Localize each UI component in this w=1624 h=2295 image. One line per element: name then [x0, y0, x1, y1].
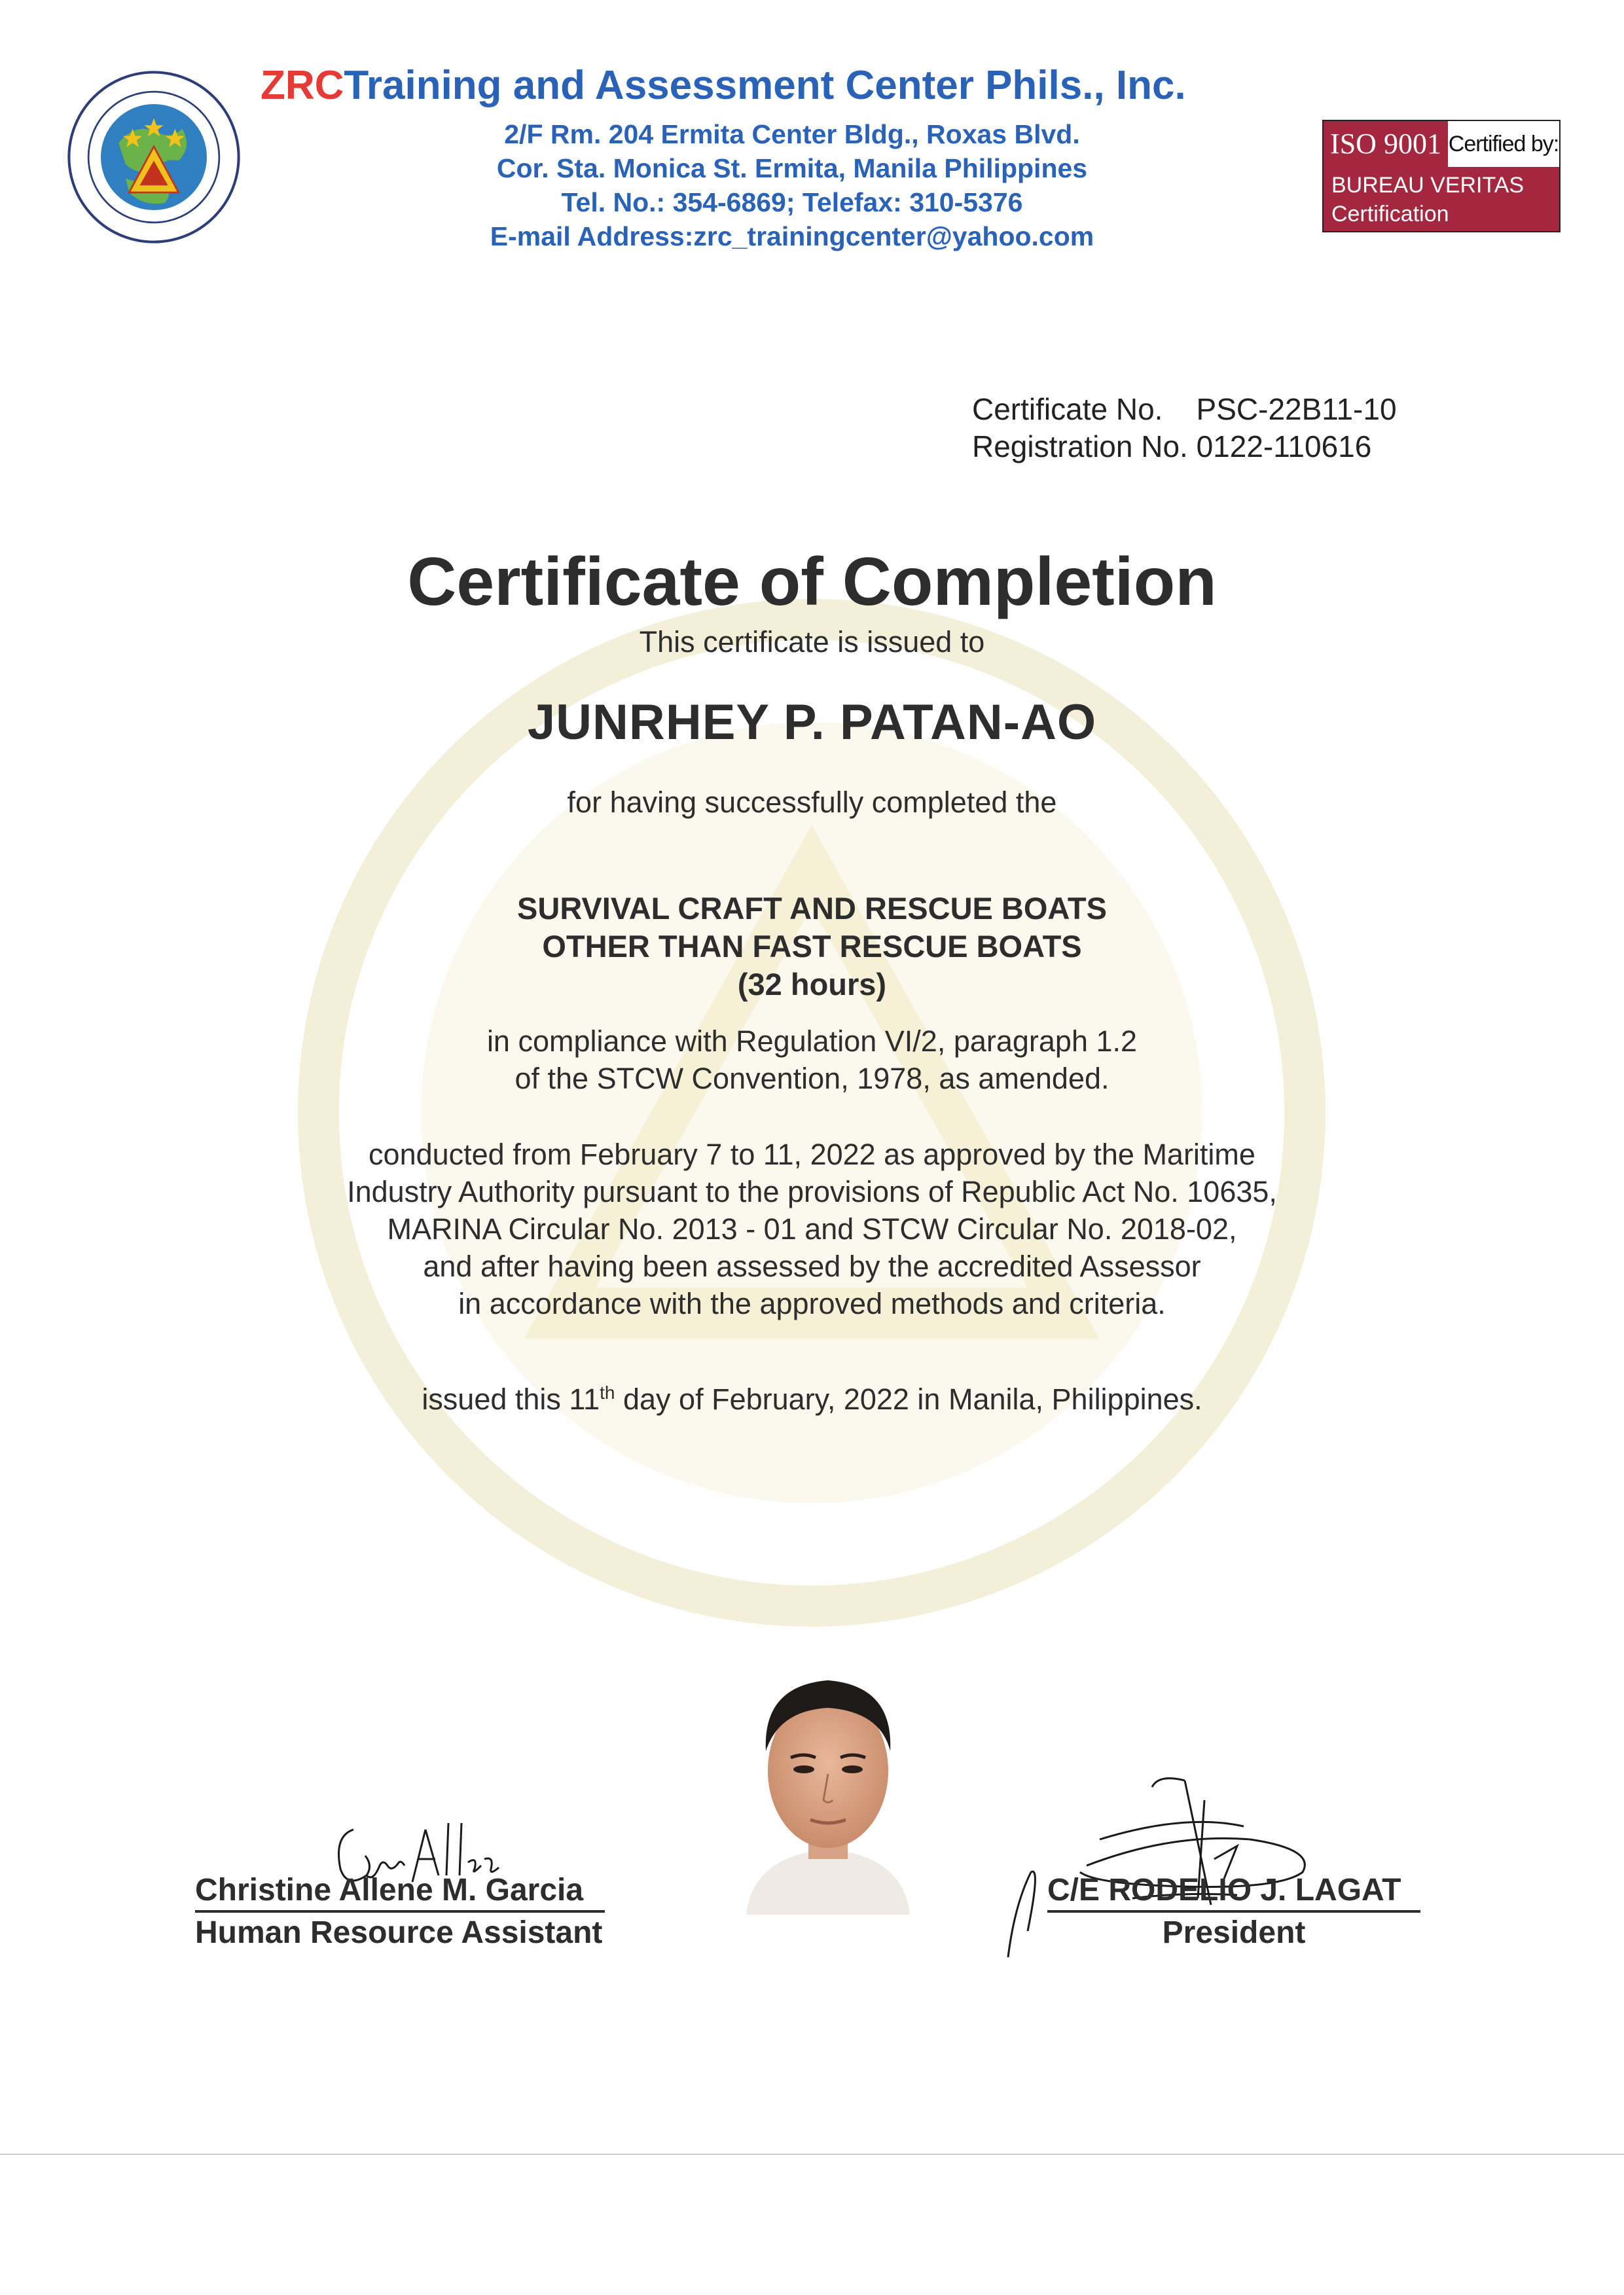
conducted-line-2: Industry Authority pursuant to the provisions of Republic Act No. 10635,	[347, 1175, 1277, 1208]
completed-text: for having successfully completed the	[567, 786, 1057, 819]
course-line-1: SURVIVAL CRAFT AND RESCUE BOATS	[517, 891, 1107, 926]
issued-sup: th	[600, 1382, 615, 1403]
org-prefix: ZRC	[261, 63, 344, 108]
left-signature-line	[195, 1910, 605, 1913]
compliance-line-1: in compliance with Regulation VI/2, paragraph 1.2	[486, 1024, 1138, 1058]
registration-number: Registration No. 0122-110616	[972, 429, 1372, 463]
bottom-rule	[0, 2154, 1624, 2155]
iso-certified-by: Certified by:	[1448, 132, 1559, 156]
issued-date-text	[0, 1382, 1624, 1417]
iso-body-line-1: BUREAU VERITAS	[1331, 173, 1525, 198]
right-signature-line	[1047, 1910, 1420, 1913]
issued-suffix: day of February, 2022 in Manila, Philippines.	[615, 1382, 1202, 1416]
compliance-line-2: of the STCW Convention, 1978, as amended.	[514, 1062, 1110, 1095]
org-name	[261, 62, 1186, 109]
conducted-line-4: and after having been assessed by the accredited Assessor	[423, 1250, 1201, 1283]
recipient-photo	[733, 1666, 923, 1915]
conducted-line-3: MARINA Circular No. 2013 - 01 and STCW Circular No. 2018-02,	[387, 1212, 1237, 1246]
conducted-line-1: conducted from February 7 to 11, 2022 as approved by the Maritime	[369, 1138, 1255, 1171]
address-line-1: 2/F Rm. 204 Ermita Center Bldg., Roxas Blvd.	[504, 119, 1080, 149]
iso-certification-badge	[1322, 120, 1561, 232]
recipient-name: JUNRHEY P. PATAN-AO	[527, 695, 1097, 750]
right-signatory-name: C/E RODELIO J. LAGAT	[1047, 1873, 1401, 1907]
issued-prefix: issued this 11	[422, 1382, 600, 1416]
course-hours: (32 hours)	[737, 967, 887, 1002]
phone-line: Tel. No.: 354-6869; Telefax: 310-5376	[561, 187, 1023, 217]
watermark-seal-icon	[298, 599, 1326, 1627]
left-signatory-title: Human Resource Assistant	[195, 1915, 603, 1950]
iso-body-line-2: Certification	[1331, 202, 1449, 226]
zrc-training-seal-icon	[65, 69, 242, 245]
org-name-text: Training and Assessment Center Phils., Inc.	[344, 63, 1186, 108]
email-line: E-mail Address:zrc_trainingcenter@yahoo.com	[490, 221, 1094, 251]
conducted-line-5: in accordance with the approved methods and criteria.	[458, 1287, 1166, 1320]
left-signatory-name: Christine Allene M. Garcia	[195, 1873, 584, 1907]
address-line-2: Cor. Sta. Monica St. Ermita, Manila Philippines	[496, 153, 1088, 183]
iso-standard: ISO 9001	[1324, 121, 1448, 167]
course-line-2: OTHER THAN FAST RESCUE BOATS	[542, 929, 1082, 964]
right-signatory-title: President	[1162, 1915, 1306, 1950]
certificate-title: Certificate of Completion	[407, 544, 1217, 620]
issued-to-text: This certificate is issued to	[639, 625, 985, 659]
certificate-number: Certificate No. PSC-22B11-10	[972, 392, 1397, 426]
